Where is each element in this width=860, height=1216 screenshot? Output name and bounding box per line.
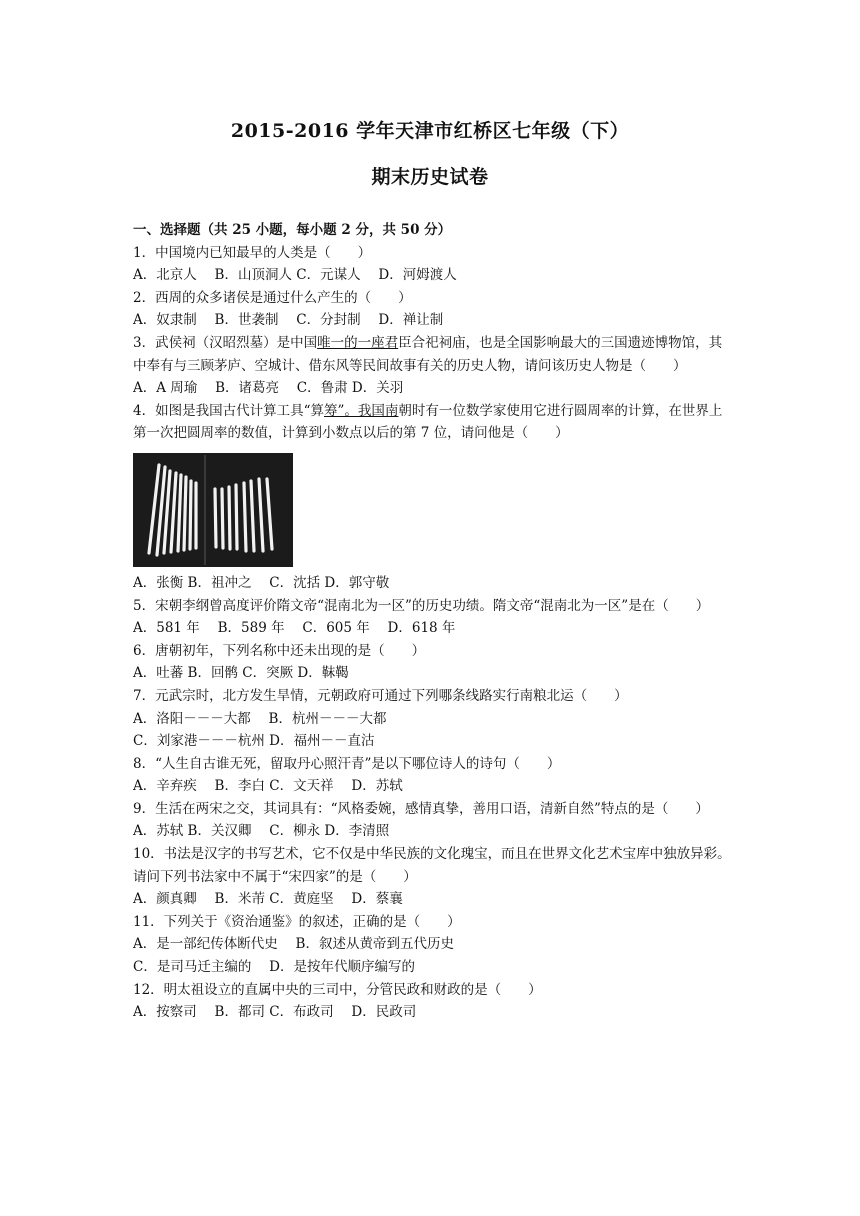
- question-6-options: A．吐蕃 B．回鹘 C．突厥 D．靺鞨: [133, 665, 349, 682]
- question-7-options-row2: C．刘家港－－－杭州 D．福州－－直沽: [133, 733, 375, 750]
- question-1-options: A．北京人 B．山顶洞人 C．元谋人 D．河姆渡人: [133, 267, 457, 284]
- question-3-stem-pre: 3．武侯祠（汉昭烈墓）是中国: [133, 334, 318, 351]
- question-11-options-row2: C．是司马迁主编的 D．是按年代顺序编写的: [133, 959, 415, 976]
- question-8-options: A．辛弃疾 B．李白 C．文天祥 D．苏轼: [133, 778, 403, 795]
- question-3-stem: [133, 332, 733, 377]
- question-5-stem: 5．宋朝李纲曾高度评价隋文帝“混南北为一区”的历史功绩。隋文帝“混南北为一区”是在（ ）: [133, 597, 710, 614]
- question-10-stem: 10．书法是汉字的书写艺术，它不仅是中华民族的文化瑰宝，而且在世界文化艺术宝库中独放异彩。请问下列书法家中不属于“宋四家”的是（ ）: [133, 846, 731, 885]
- question-1-stem: 1．中国境内已知最早的人类是（ ）: [133, 244, 372, 261]
- question-12-stem: 12．明太祖设立的直属中央的三司中，分管民政和财政的是（ ）: [133, 981, 542, 998]
- question-4-stem-underline: 筹”。我国南: [324, 402, 399, 419]
- question-7-stem: 7．元武宗时，北方发生旱情，元朝政府可通过下列哪条线路实行南粮北运（ ）: [133, 687, 628, 704]
- exam-content: [133, 219, 733, 1024]
- question-3-options: A．A 周瑜 B．诸葛亮 C．鲁肃 D．关羽: [133, 380, 404, 397]
- question-9-options: A．苏轼 B．关汉卿 C．柳永 D．李清照: [133, 823, 390, 840]
- exam-title-line1: 2015-2016 学年天津市红桥区七年级（下）: [230, 120, 630, 142]
- question-4-options: A．张衡 B．祖冲之 C．沈括 D．郭守敬: [133, 574, 390, 591]
- question-2-options: A．奴隶制 B．世袭制 C．分封制 D．禅让制: [133, 312, 444, 329]
- question-3-stem-post: 臣合祀祠庙，也是全国影响最大的三国遗迹博物馆，其中奉有与三顾茅庐、空城计、借东风等民间故事有关的历史人物，请问该历史人物是（ ）: [133, 334, 723, 374]
- question-7-options-row1: A．洛阳－－－大都 B．杭州－－－大都: [133, 710, 387, 727]
- question-4-stem-post: 朝时有一位数学家使用它进行圆周率的计算，在世界上第一次把圆周率的数值，计算到小数点以后的第 7 位，请问他是（ ）: [133, 402, 723, 442]
- section-heading: 一、选择题（共 25 小题，每小题 2 分，共 50 分）: [133, 222, 452, 238]
- question-11-options-row1: A．是一部纪传体断代史 B．叙述从黄帝到五代历史: [133, 936, 454, 953]
- question-5-options: A．581 年 B．589 年 C．605 年 D．618 年: [133, 620, 456, 637]
- question-9-stem: 9．生活在两宋之交，其词具有：“风格委婉，感情真挚，善用口语，清新自然”特点的是（ ）: [133, 800, 709, 817]
- question-12-options: A．按察司 B．都司 C．布政司 D．民政司: [133, 1004, 417, 1021]
- question-11-stem: 11．下列关于《资治通鉴》的叙述，正确的是（ ）: [133, 913, 461, 930]
- exam-title-line2: 期末历史试卷: [371, 166, 489, 188]
- question-3-stem-underline: 唯一的一座君: [317, 334, 399, 351]
- question-4-stem-pre: 4．如图是我国古代计算工具“算: [133, 402, 324, 419]
- counting-rods-image: [133, 453, 293, 567]
- question-4-stem: [133, 400, 733, 445]
- question-8-stem: 8．“人生自古谁无死，留取丹心照汗青”是以下哪位诗人的诗句（ ）: [133, 755, 561, 772]
- question-10-options: A．颜真卿 B．米芾 C．黄庭坚 D．蔡襄: [133, 891, 403, 908]
- question-6-stem: 6．唐朝初年，下列名称中还未出现的是（ ）: [133, 642, 426, 659]
- question-2-stem: 2．西周的众多诸侯是通过什么产生的（ ）: [133, 289, 412, 306]
